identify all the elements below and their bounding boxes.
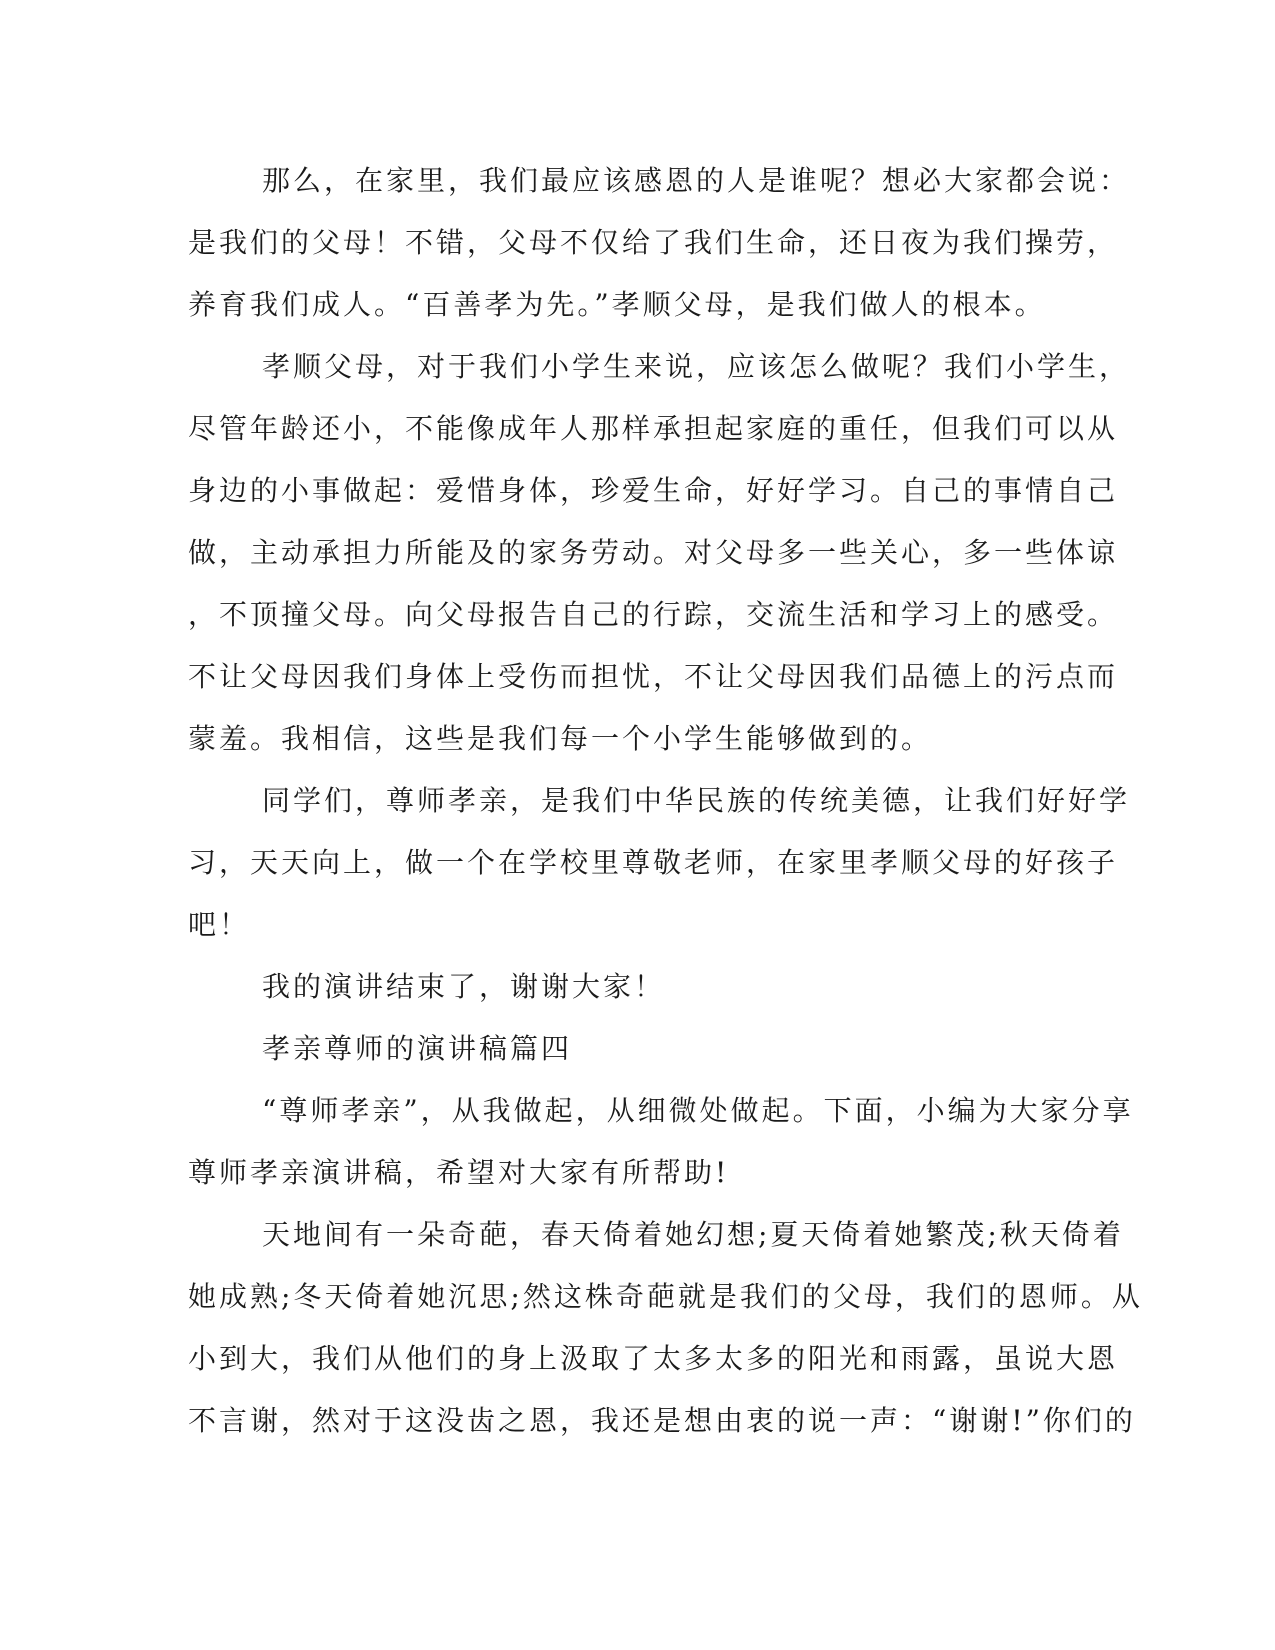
text-line: 那么，在家里，我们最应该感恩的人是谁呢？想必大家都会说：: [262, 164, 1131, 197]
text-line: 小到大，我们从他们的身上汲取了太多太多的阳光和雨露，虽说大恩: [188, 1342, 1119, 1375]
text-line: 做，主动承担力所能及的家务劳动。对父母多一些关心，多一些体谅: [188, 536, 1119, 569]
text-line: 蒙羞。我相信，这些是我们每一个小学生能够做到的。: [188, 722, 933, 755]
text-line: 同学们，尊师孝亲，是我们中华民族的传统美德，让我们好好学: [262, 784, 1131, 817]
text-line: 吧！: [188, 908, 251, 941]
text-line: 天地间有一朵奇葩，春天倚着她幻想;夏天倚着她繁茂;秋天倚着: [262, 1218, 1124, 1251]
text-line: 我的演讲结束了，谢谢大家！: [262, 970, 666, 1003]
text-line: 尽管年龄还小，不能像成年人那样承担起家庭的重任，但我们可以从: [188, 412, 1119, 445]
text-line: ，不顶撞父母。向父母报告自己的行踪，交流生活和学习上的感受。: [188, 598, 1119, 631]
text-line: 是我们的父母！不错，父母不仅给了我们生命，还日夜为我们操劳，: [188, 226, 1119, 259]
text-line: 习，天天向上，做一个在学校里尊敬老师，在家里孝顺父母的好孩子: [188, 846, 1119, 879]
section-heading: 孝亲尊师的演讲稿篇四: [262, 1032, 573, 1065]
text-line: 养育我们成人。“百善孝为先。”孝顺父母，是我们做人的根本。: [188, 288, 1046, 321]
text-line: 不言谢，然对于这没齿之恩，我还是想由衷的说一声：“谢谢!”你们的: [188, 1404, 1136, 1437]
text-line: 尊师孝亲演讲稿，希望对大家有所帮助!: [188, 1156, 730, 1189]
text-line: 身边的小事做起：爱惜身体，珍爱生命，好好学习。自己的事情自己: [188, 474, 1119, 507]
body-text: [188, 150, 1143, 1452]
text-line: 她成熟;冬天倚着她沉思;然这株奇葩就是我们的父母，我们的恩师。从: [188, 1280, 1143, 1313]
text-line: “尊师孝亲”，从我做起，从细微处做起。下面，小编为大家分享: [262, 1094, 1134, 1127]
text-line: 不让父母因我们身体上受伤而担忧，不让父母因我们品德上的污点而: [188, 660, 1119, 693]
text-line: 孝顺父母，对于我们小学生来说，应该怎么做呢？我们小学生，: [262, 350, 1131, 383]
